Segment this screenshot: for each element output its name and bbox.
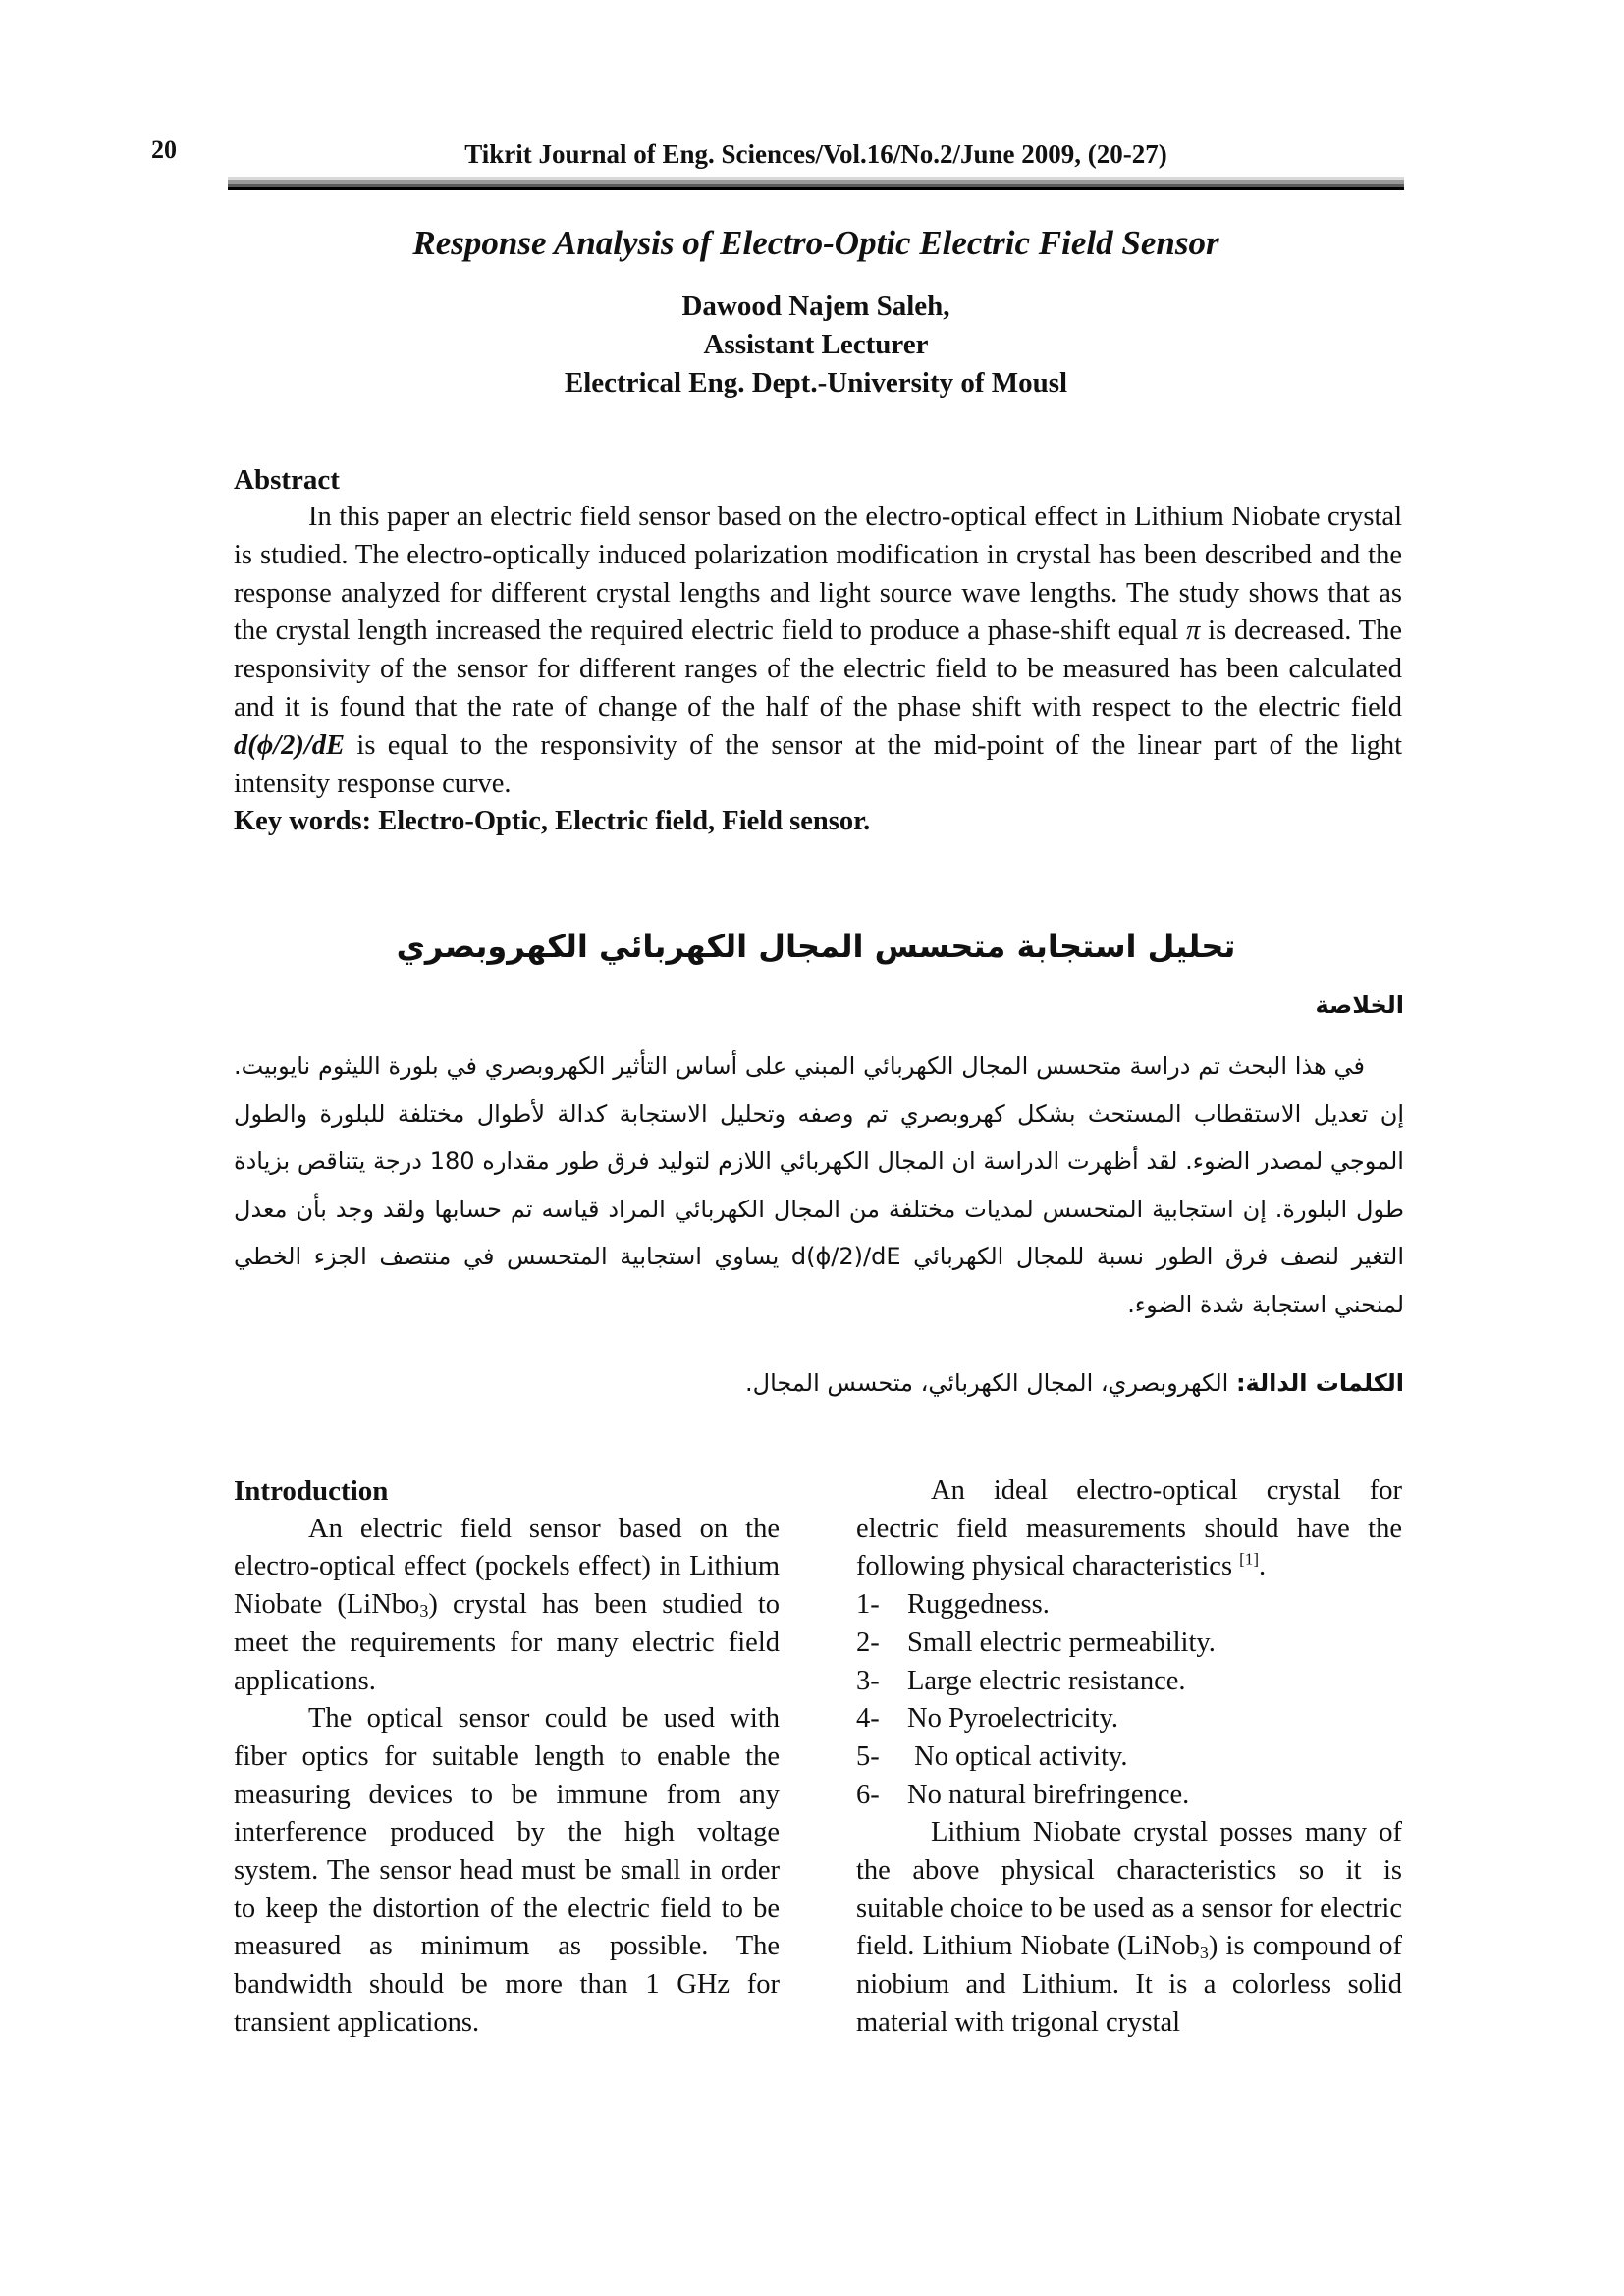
introduction-paragraph: The optical sensor could be used with fiber optics for suitable length to enable the measuring devices to be immune from any interference produced by the high voltage system. The sensor head must be small in order to keep the distortion of the electric field to be measured as minimum as possible. The bandwidth should be more than 1 GHz for transient applications.	[234, 1703, 780, 2038]
list-text: No optical activity.	[907, 1740, 1128, 1772]
arabic-abstract-text	[234, 1042, 1404, 1328]
introduction-column	[234, 1472, 780, 2043]
right-paragraph	[856, 1814, 1402, 2042]
introduction-paragraph	[234, 1511, 780, 1701]
right-column	[856, 1472, 1402, 2043]
list-number: 4-	[856, 1703, 880, 1735]
list-text: Large electric resistance.	[907, 1665, 1186, 1696]
list-item	[856, 1586, 1402, 1625]
subscript: 3	[1199, 1943, 1209, 1963]
arabic-abstract	[234, 1042, 1404, 1328]
list-number: 6-	[856, 1779, 880, 1810]
text-part: ) crystal has been studied to meet the requirements for many electric field applications.	[234, 1589, 780, 1696]
list-item	[856, 1777, 1402, 1815]
pi-symbol: π	[1186, 615, 1201, 647]
right-paragraph	[856, 1472, 1402, 1586]
introduction-heading: Introduction	[234, 1475, 389, 1507]
list-number: 2-	[856, 1627, 880, 1658]
keywords-label: Key words:	[234, 806, 372, 837]
author-affiliation: Electrical Eng. Dept.-University of Mousl	[564, 367, 1068, 399]
list-item	[856, 1625, 1402, 1663]
list-text: Ruggedness.	[907, 1589, 1050, 1621]
author-name: Dawood Najem Saleh,	[681, 291, 950, 322]
citation[interactable]: [1]	[1239, 1549, 1259, 1569]
author-block	[228, 288, 1404, 402]
paper-title: Response Analysis of Electro-Optic Electric Field Sensor	[412, 224, 1219, 262]
page-number: 20	[151, 135, 177, 164]
list-item	[856, 1700, 1402, 1738]
abstract-heading: Abstract	[234, 464, 340, 496]
keywords-line	[234, 803, 1402, 841]
list-item	[856, 1663, 1402, 1701]
arabic-text-part: يساوي استجابية المتحسس في منتصف الجزء الخطي لمنحني استجابة شدة الضوء.	[234, 1243, 1404, 1318]
abstract-text-part: is equal to the responsivity of the sensor at the mid-point of the linear part of the light intensity response curve.	[234, 729, 1402, 799]
arabic-keywords	[745, 1369, 1404, 1397]
list-number: 1-	[856, 1589, 880, 1621]
list-text: Small electric permeability.	[907, 1627, 1216, 1658]
keywords-list: Electro-Optic, Electric field, Field sensor.	[371, 806, 871, 837]
running-header: Tikrit Journal of Eng. Sciences/Vol.16/No.2/June 2009, (20-27)	[464, 139, 1167, 169]
arabic-keywords-list: الكهروبصري، المجال الكهربائي، متحسس المجال.	[745, 1369, 1236, 1397]
subscript: 3	[419, 1601, 429, 1622]
list-number: 3-	[856, 1665, 880, 1696]
abstract-text-part: is decreased. The responsivity of the sensor for different ranges of the electric field to be measured has been calculated and it is found that the rate of change of the half of the phase shift with respect to the electric field	[234, 615, 1402, 722]
text-part: An ideal electro-optical crystal for electric field measurements should have the following physical characteristics	[856, 1475, 1402, 1582]
arabic-keywords-label: الكلمات الدالة:	[1235, 1369, 1404, 1397]
characteristics-list	[856, 1586, 1402, 1814]
list-number: 5-	[856, 1740, 880, 1772]
abstract-text-part: In this paper an electric field sensor based on the electro-optical effect in Lithium Niobate crystal is studied. The electro-optically induced polarization modification in crystal has been described and the response analyzed for different crystal lengths and light source wave lengths. The study shows that as the crystal length increased the required electric field to produce a phase-shift equal	[234, 502, 1402, 647]
text-part: ) is compound of niobium and Lithium. It is a colorless solid material with trigonal crystal	[856, 1931, 1402, 2038]
arabic-math-expression: d(ϕ/2)/dE	[790, 1243, 901, 1270]
header-rule	[228, 177, 1404, 190]
list-text: No Pyroelectricity.	[907, 1703, 1119, 1735]
arabic-text-part: في هذا البحث تم دراسة متحسس المجال الكهربائي المبني على أساس التأثير الكهروبصري في بلورة الليثوم نايوبيت. إن تعديل الاستقطاب المستحث بشكل كهروبصري تم وصفه وتحليل الاستجابة كدالة لأطوال مختلفة للبلورة والطول الموجي لمصدر الضوء. لقد أظهرت الدراسة ان المجال الكهربائي اللازم لتوليد فرق طور مقداره 180 درجة يتناقص بزيادة طول البلورة. إن استجابية المتحسس لمديات مختلفة من المجال الكهربائي المراد قياسه تم حسابها ولقد وجد بأن معدل التغير لنصف فرق الطور نسبة للمجال الكهربائي	[234, 1052, 1404, 1270]
header-rule-band	[228, 187, 1404, 190]
arabic-title: تحليل استجابة متحسس المجال الكهربائي الكهروبصري	[396, 928, 1236, 965]
abstract-text	[234, 499, 1402, 803]
abstract-section	[234, 461, 1402, 841]
list-item	[856, 1738, 1402, 1777]
arabic-abstract-heading: الخلاصة	[1315, 991, 1404, 1019]
text-part: .	[1259, 1551, 1267, 1582]
list-text: No natural birefringence.	[907, 1779, 1190, 1810]
author-position: Assistant Lecturer	[703, 329, 929, 360]
math-expression: d(ϕ/2)/dE	[234, 729, 346, 761]
text-part: An electric field sensor based on the electro-optical effect (pockels effect) in Lithium Niobate (LiNbo	[234, 1513, 780, 1621]
text-part: Lithium Niobate crystal posses many of the above physical characteristics so it is suitable choice to be used as a sensor for electric field. Lithium Niobate (LiNob	[856, 1817, 1402, 1962]
